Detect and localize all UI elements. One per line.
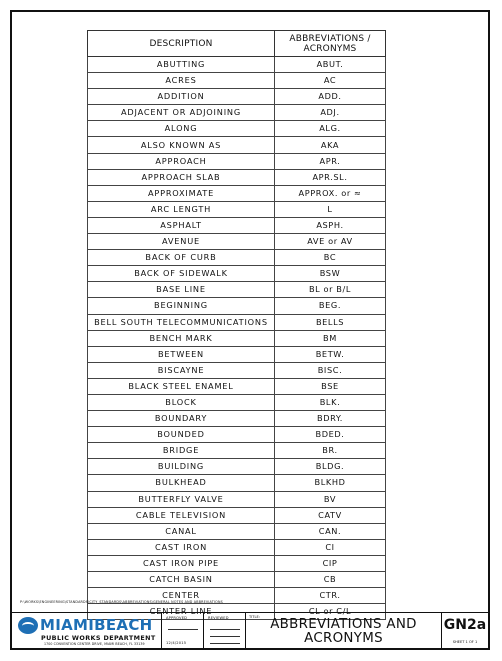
table-row [88, 153, 386, 169]
table-row [88, 121, 386, 137]
sheet-number-cell [442, 613, 488, 649]
approved-label: APPROVED [166, 616, 188, 620]
table-row [88, 282, 386, 298]
abbreviation-cell: BSE [275, 378, 386, 394]
description-cell: BASE LINE [88, 282, 275, 298]
table-row [88, 201, 386, 217]
table-row [88, 555, 386, 571]
abbreviation-cell: CAN. [275, 523, 386, 539]
abbreviation-cell: CI [275, 539, 386, 555]
description-cell: BEGINNING [88, 298, 275, 314]
reviewed-line-2 [210, 636, 240, 637]
table-row [88, 507, 386, 523]
table-row [88, 539, 386, 555]
table-row [88, 394, 386, 410]
description-cell: ASPHALT [88, 217, 275, 233]
description-cell: ADJACENT OR ADJOINING [88, 105, 275, 121]
description-cell: BACK OF CURB [88, 250, 275, 266]
table-row [88, 459, 386, 475]
abbreviation-cell: ADJ. [275, 105, 386, 121]
abbreviation-cell: BLDG. [275, 459, 386, 475]
table-row [88, 330, 386, 346]
description-cell: CABLE TELEVISION [88, 507, 275, 523]
abbreviation-cell: CTR. [275, 588, 386, 604]
description-cell: APPROACH SLAB [88, 169, 275, 185]
abbreviation-cell: BM [275, 330, 386, 346]
description-cell: ARC LENGTH [88, 201, 275, 217]
description-cell: ABUTTING [88, 57, 275, 73]
description-cell: BOUNDED [88, 427, 275, 443]
table-row [88, 427, 386, 443]
table-row [88, 250, 386, 266]
description-cell: BISCAYNE [88, 362, 275, 378]
abbreviation-cell: BLKHD [275, 475, 386, 491]
table-row [88, 73, 386, 89]
abbreviation-cell: CIP [275, 555, 386, 571]
description-cell: CATCH BASIN [88, 572, 275, 588]
description-cell: BLOCK [88, 394, 275, 410]
sheet-title-line-1: ABBREVIATIONS AND [270, 617, 417, 632]
table-row [88, 298, 386, 314]
table-row [88, 217, 386, 233]
abbreviation-cell: BEG. [275, 298, 386, 314]
title-cell [246, 613, 442, 649]
logo-cell [12, 613, 162, 649]
date-label: 12/4/2015 [166, 641, 187, 645]
table-row [88, 185, 386, 201]
description-cell: AVENUE [88, 234, 275, 250]
description-cell: CANAL [88, 523, 275, 539]
column-header-abbreviation [275, 31, 386, 57]
table-row [88, 411, 386, 427]
description-cell: ACRES [88, 73, 275, 89]
description-cell: APPROACH [88, 153, 275, 169]
table-row [88, 346, 386, 362]
table-row [88, 137, 386, 153]
abbreviation-cell: APR. [275, 153, 386, 169]
abbreviation-cell: AVE or AV [275, 234, 386, 250]
description-cell: CAST IRON PIPE [88, 555, 275, 571]
table-row [88, 572, 386, 588]
table-row [88, 378, 386, 394]
table-row [88, 234, 386, 250]
abbreviation-cell: ASPH. [275, 217, 386, 233]
description-cell: ADDITION [88, 89, 275, 105]
header-acronyms-label: ACRONYMS [303, 43, 357, 54]
city-logo-text: MIAMIBEACH [40, 616, 153, 634]
abbreviation-cell: CB [275, 572, 386, 588]
description-cell: BUTTERFLY VALVE [88, 491, 275, 507]
description-cell: CAST IRON [88, 539, 275, 555]
abbreviation-cell: L [275, 201, 386, 217]
description-cell: BELL SOUTH TELECOMMUNICATIONS [88, 314, 275, 330]
description-cell: CENTER LINE [88, 604, 275, 620]
description-cell: ALSO KNOWN AS [88, 137, 275, 153]
table-row [88, 105, 386, 121]
abbreviation-cell: BETW. [275, 346, 386, 362]
abbreviation-cell: BDED. [275, 427, 386, 443]
table-row [88, 314, 386, 330]
abbreviation-cell: BELLS [275, 314, 386, 330]
abbreviation-cell: CATV [275, 507, 386, 523]
table-header-row [88, 31, 386, 57]
abbreviation-cell: APPROX. or ≈ [275, 185, 386, 201]
table-row [88, 57, 386, 73]
approval-cell [162, 613, 204, 649]
abbreviation-cell: APR.SL. [275, 169, 386, 185]
description-cell: BUILDING [88, 459, 275, 475]
abbreviations-table [87, 30, 386, 620]
table-row [88, 523, 386, 539]
description-cell: APPROXIMATE [88, 185, 275, 201]
approved-signature-line [168, 629, 198, 630]
table-row [88, 475, 386, 491]
sheet-count: SHEET 1 OF 1 [452, 640, 478, 644]
abbreviation-cell: ALG. [275, 121, 386, 137]
column-header-description: DESCRIPTION [88, 31, 275, 57]
department-name: PUBLIC WORKS DEPARTMENT [41, 634, 156, 642]
abbreviation-cell: BC [275, 250, 386, 266]
table-row [88, 443, 386, 459]
abbreviation-cell: ADD. [275, 89, 386, 105]
header-abbreviations-label: ABBREVIATIONS / [289, 33, 371, 44]
description-cell: BACK OF SIDEWALK [88, 266, 275, 282]
sheet-title [246, 618, 441, 646]
city-seal-icon [18, 617, 38, 634]
description-cell: CENTER [88, 588, 275, 604]
abbreviation-cell: AKA [275, 137, 386, 153]
description-cell: ALONG [88, 121, 275, 137]
description-cell: BOUNDARY [88, 411, 275, 427]
table-row [88, 491, 386, 507]
description-cell: BRIDGE [88, 443, 275, 459]
sheet-title-line-2: ACRONYMS [304, 631, 383, 646]
abbreviation-cell: BR. [275, 443, 386, 459]
table-row [88, 266, 386, 282]
description-cell: BETWEEN [88, 346, 275, 362]
abbreviation-cell: BSW [275, 266, 386, 282]
sheet-number: GN2a [443, 617, 487, 633]
abbreviation-cell: BLK. [275, 394, 386, 410]
department-address: 1700 CONVENTION CENTER DRIVE, MIAMI BEACH, FL 33139 [44, 642, 145, 646]
abbreviation-cell: ABUT. [275, 57, 386, 73]
reviewed-line-1 [210, 629, 240, 630]
review-cell [204, 613, 246, 649]
description-cell: BENCH MARK [88, 330, 275, 346]
table-row [88, 362, 386, 378]
reviewed-label: REVIEWED [208, 616, 229, 620]
table-row [88, 169, 386, 185]
description-cell: BULKHEAD [88, 475, 275, 491]
table-row [88, 89, 386, 105]
abbreviation-cell: BL or B/L [275, 282, 386, 298]
reviewed-line-3 [210, 643, 240, 644]
file-path: P:\WORKS\ENGINEERING\STANDARDS\CITY_STANDARDS\ABBREVIATIONS\GENERAL NOTES AND ABBREVIATIONS [20, 600, 223, 604]
abbreviation-cell: BISC. [275, 362, 386, 378]
description-cell: BLACK STEEL ENAMEL [88, 378, 275, 394]
abbreviation-cell: BDRY. [275, 411, 386, 427]
abbreviation-cell: AC [275, 73, 386, 89]
abbreviation-cell: CL or C/L [275, 604, 386, 620]
title-block [12, 612, 488, 649]
title-label: TITLE: [249, 615, 260, 619]
abbreviation-cell: BV [275, 491, 386, 507]
